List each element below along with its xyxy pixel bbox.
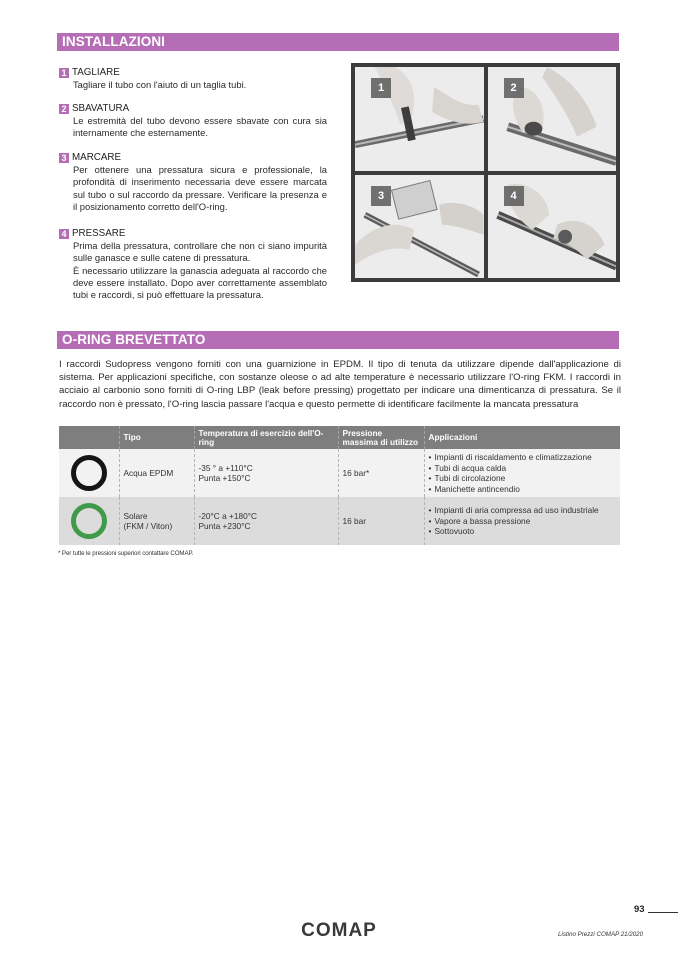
temp-line: -35 ° a +110°C bbox=[198, 462, 253, 473]
header-image bbox=[59, 426, 119, 449]
photo-number: 3 bbox=[371, 186, 391, 206]
photo-cutting bbox=[355, 67, 484, 171]
temp-line: -20°C a +180°C bbox=[198, 510, 258, 521]
step-3 bbox=[59, 152, 327, 213]
cell-applicazioni bbox=[424, 497, 620, 545]
logo-text: COMAP bbox=[301, 920, 377, 941]
step-text: Tagliare il tubo con l'aiuto di un taglia tubi. bbox=[73, 79, 247, 91]
header-temperatura: Temperatura di esercizio dell'O-ring bbox=[194, 426, 338, 449]
application-item: • Vapore a bassa pressione bbox=[429, 516, 617, 527]
step-number: 4 bbox=[59, 229, 69, 239]
step-number: 2 bbox=[59, 104, 69, 114]
installation-photo-grid bbox=[351, 63, 620, 282]
step-2 bbox=[59, 103, 327, 140]
table-row bbox=[59, 497, 620, 545]
step-text: Prima della pressatura, controllare che non ci siano impurità sulle ganasce e sulle catene di pressatura. bbox=[73, 240, 327, 264]
photo-marking bbox=[355, 175, 484, 279]
header-pressione: Pressione massima di utilizzo bbox=[338, 426, 424, 449]
cell-temperatura bbox=[194, 449, 338, 497]
step-title: TAGLIARE bbox=[72, 67, 120, 78]
table-footnote: * Per tutte le pressioni superiori contattare COMAP. bbox=[58, 550, 194, 557]
tipo-line: Acqua EPDM bbox=[123, 467, 174, 478]
cell-tipo bbox=[119, 497, 194, 545]
step-1 bbox=[59, 67, 327, 91]
step-number: 3 bbox=[59, 153, 69, 163]
tipo-line: Solare bbox=[123, 510, 148, 521]
photo-deburring bbox=[488, 67, 617, 171]
temp-line: Punta +230°C bbox=[198, 521, 251, 531]
section-title-oring: O-RING BREVETTATO bbox=[57, 331, 619, 349]
comap-logo bbox=[287, 919, 391, 941]
photo-number: 1 bbox=[371, 78, 391, 98]
cell-temperatura bbox=[194, 497, 338, 545]
application-item: • Tubi di acqua calda bbox=[429, 463, 617, 474]
header-tipo: Tipo bbox=[119, 426, 194, 449]
price-list-label: Listino Prezzi COMAP 21/2020 bbox=[558, 931, 644, 938]
section-title-installazioni: INSTALLAZIONI bbox=[57, 33, 619, 51]
temp-line: Punta +150°C bbox=[198, 473, 251, 483]
tipo-line: (FKM / Viton) bbox=[123, 521, 173, 531]
application-item: • Sottovuoto bbox=[429, 526, 617, 537]
table-row bbox=[59, 449, 620, 497]
page-number: 93 bbox=[634, 904, 645, 915]
photo-pressing bbox=[488, 175, 617, 279]
step-text: È necessario utilizzare la ganascia adeguata al raccordo che deve essere installato. Dopo aver correttamente assemblato tubi e raccordi, si può effettuare la pressatura. bbox=[73, 264, 327, 301]
cell-pressione: 16 bar bbox=[338, 497, 424, 545]
step-4 bbox=[59, 228, 327, 301]
application-item: • Manichette antincendio bbox=[429, 484, 617, 495]
cell-applicazioni bbox=[424, 449, 620, 497]
application-item: • Impianti di riscaldamento e climatizzazione bbox=[429, 452, 617, 463]
step-title: SBAVATURA bbox=[72, 103, 130, 114]
photo-number: 4 bbox=[504, 186, 524, 206]
application-item: • Impianti di aria compressa ad uso industriale bbox=[429, 505, 617, 516]
cell-pressione: 16 bar* bbox=[338, 449, 424, 497]
oring-table bbox=[59, 426, 620, 545]
ring-image-cell bbox=[59, 497, 119, 545]
intro-text: I raccordi Sudopress vengono forniti con una guarnizione in EPDM. Il tipo di tenuta da utilizzare dipende dall'applicazione di sistema. Per applicazioni specifiche, con sostanze oleose o ad alte temperature è necessario utilizzare l'O-ring FKM. I raccordi in acciaio al carbonio sono forniti di O-ring LBP (leak before pressing) progettato per indicare una dimenticanza di pressatura. Se il raccordo non è pressato, l'O-ring lascia passare l'acqua e questo permette di identificare facilmente la mancata pressatura bbox=[59, 359, 621, 410]
step-title: PRESSARE bbox=[72, 228, 126, 239]
oring-intro bbox=[59, 358, 621, 411]
step-text: Le estremità del tubo devono essere sbavate con cura sia internamente che esternamente. bbox=[73, 115, 327, 139]
application-item: • Tubi di circolazione bbox=[429, 473, 617, 484]
step-title: MARCARE bbox=[72, 152, 121, 163]
table-header-row bbox=[59, 426, 620, 449]
epdm-ring-icon bbox=[69, 453, 109, 493]
cell-tipo bbox=[119, 449, 194, 497]
fkm-ring-icon bbox=[69, 501, 109, 541]
step-number: 1 bbox=[59, 68, 69, 78]
header-applicazioni: Applicazioni bbox=[424, 426, 620, 449]
ring-image-cell bbox=[59, 449, 119, 497]
photo-number: 2 bbox=[504, 78, 524, 98]
step-text: Per ottenere una pressatura sicura e professionale, la profondità di inserimento necessaria deve essere marcata sul tubo o sul raccordo da pressare. Verificare la presenza e il posizionamento corretto dell'O-ring. bbox=[73, 164, 327, 212]
page-number-rule bbox=[648, 912, 678, 913]
